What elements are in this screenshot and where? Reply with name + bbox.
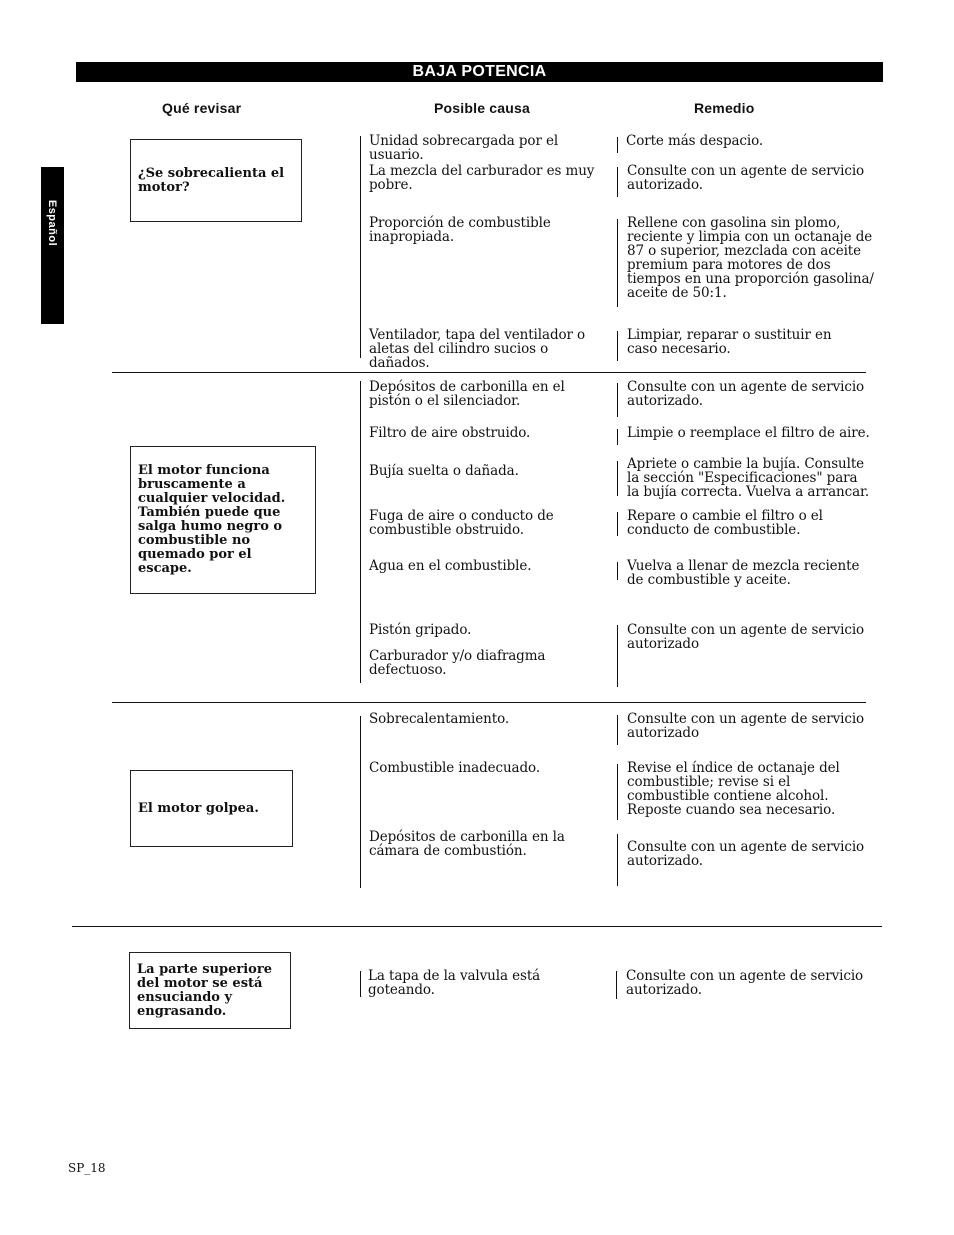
cause-text: Depósitos de carbonilla en el pistón o el silenciador.	[369, 379, 565, 409]
cause-text: Ventilador, tapa del ventilador o aletas del cilindro sucios o dañados.	[369, 327, 586, 371]
cause-text: Pistón gripado.	[369, 622, 472, 638]
remedy-text: Rellene con gasolina sin plomo, reciente y limpia con un octanaje de 87 o superior, mezclada con aceite premium para motores de dos tiempos en una proporción gasolina/ aceite de 50:1.	[627, 215, 874, 301]
remedy-divider	[617, 834, 618, 886]
section-separator	[72, 926, 882, 927]
section-separator	[112, 702, 866, 703]
remedy-text: Corte más despacio.	[626, 133, 764, 149]
cause-text: Sobrecalentamiento.	[369, 711, 510, 727]
remedy-text: Consulte con un agente de servicio autorizado	[627, 622, 865, 652]
cause-text: Bujía suelta o dañada.	[369, 463, 519, 479]
page-number: SP_18	[68, 1161, 106, 1175]
language-side-tab	[41, 167, 64, 324]
cause-divider	[360, 716, 361, 888]
remedy-divider	[617, 764, 618, 820]
column-header-remedy: Remedio	[694, 100, 755, 116]
cause-text: Filtro de aire obstruido.	[369, 425, 531, 441]
question-box-knocking: El motor golpea.	[130, 770, 293, 847]
cause-text: Agua en el combustible.	[369, 558, 532, 574]
remedy-divider	[617, 429, 618, 445]
cause-text: Carburador y/o diafragma defectuoso.	[369, 648, 546, 678]
remedy-divider	[617, 331, 618, 361]
remedy-text: Apriete o cambie la bujía. Consulte la sección "Especificaciones" para la bujía correcta. Vuelva a arrancar.	[627, 456, 870, 500]
question-box-overheating: ¿Se sobrecalienta el motor?	[130, 139, 302, 222]
remedy-divider	[617, 715, 618, 745]
column-header-check: Qué revisar	[162, 100, 242, 116]
remedy-divider	[616, 971, 617, 999]
cause-text: La mezcla del carburador es muy pobre.	[369, 163, 595, 193]
remedy-divider	[617, 512, 618, 536]
remedy-divider	[617, 219, 618, 307]
remedy-divider	[617, 167, 618, 197]
section-title-banner	[76, 62, 883, 82]
remedy-text: Vuelva a llenar de mezcla reciente de combustible y aceite.	[627, 558, 860, 588]
remedy-divider	[617, 383, 618, 417]
remedy-text: Limpiar, reparar o sustituir en caso necesario.	[627, 327, 832, 357]
cause-divider	[360, 136, 361, 358]
remedy-divider	[617, 625, 618, 687]
cause-divider	[360, 971, 361, 997]
question-box-engine-top-dirty: La parte superiore del motor se está ensuciando y engrasando.	[129, 952, 291, 1029]
language-label: Español	[46, 199, 58, 247]
cause-text: La tapa de la valvula está goteando.	[368, 968, 541, 998]
remedy-divider	[617, 137, 618, 153]
remedy-text: Consulte con un agente de servicio autorizado	[627, 711, 865, 741]
remedy-text: Consulte con un agente de servicio autorizado.	[627, 379, 865, 409]
cause-text: Unidad sobrecargada por el usuario.	[369, 133, 559, 163]
cause-text: Combustible inadecuado.	[369, 760, 541, 776]
cause-text: Proporción de combustible inapropiada.	[369, 215, 551, 245]
cause-text: Fuga de aire o conducto de combustible obstruido.	[369, 508, 554, 538]
remedy-text: Consulte con un agente de servicio autorizado.	[626, 968, 864, 998]
remedy-text: Repare o cambie el filtro o el conducto de combustible.	[627, 508, 823, 538]
remedy-divider	[617, 562, 618, 580]
remedy-divider	[617, 461, 618, 496]
cause-divider	[360, 381, 361, 683]
section-title: BAJA POTENCIA	[412, 63, 547, 80]
remedy-text: Consulte con un agente de servicio autorizado.	[627, 163, 865, 193]
cause-text: Depósitos de carbonilla en la cámara de combustión.	[369, 829, 565, 859]
remedy-text: Limpie o reemplace el filtro de aire.	[627, 425, 870, 441]
section-separator	[112, 372, 866, 373]
column-header-cause: Posible causa	[434, 100, 530, 116]
remedy-text: Revise el índice de octanaje del combustible; revise si el combustible contiene alcohol. Reposte cuando sea necesario.	[627, 760, 840, 818]
remedy-text: Consulte con un agente de servicio autorizado.	[627, 839, 865, 869]
question-box-rough-running: El motor funciona bruscamente a cualquier velocidad. También puede que salga humo negro o combustible no quemado por el escape.	[130, 446, 316, 594]
